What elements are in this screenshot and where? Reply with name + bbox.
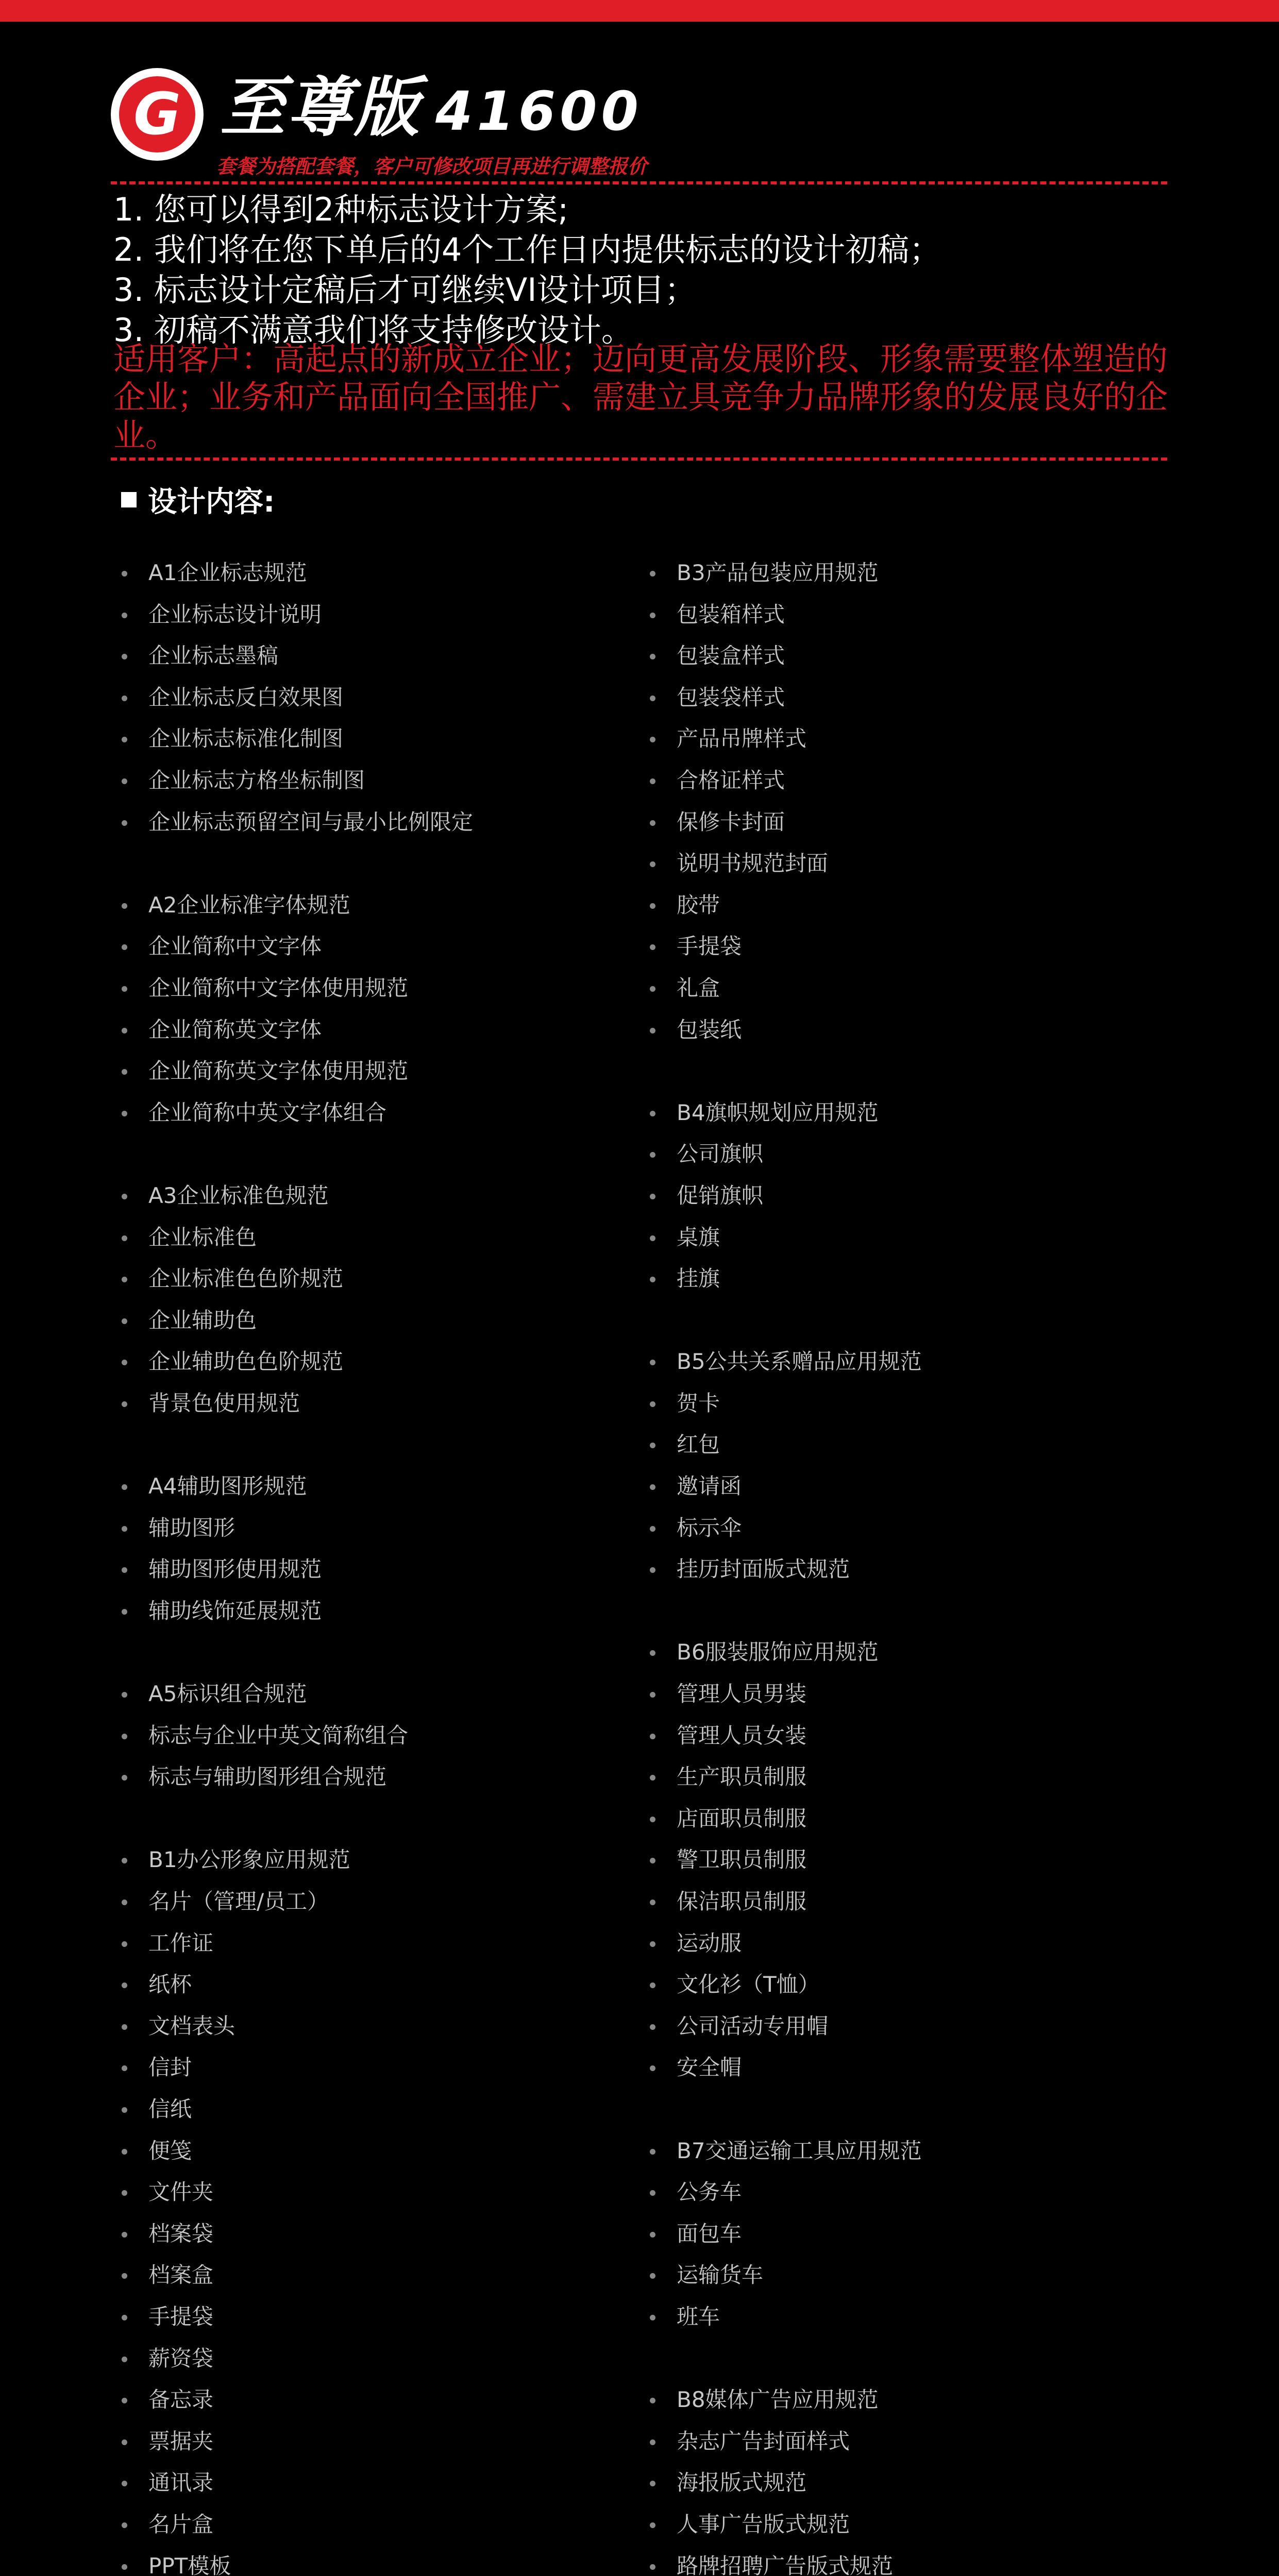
bullet-dot-icon [122,2522,127,2528]
bullet-dot-icon [650,2481,655,2486]
bullet-dot-icon [650,1817,655,1822]
bullet-dot-icon [122,1775,127,1781]
list-item-label: 店面职员制服 [677,1805,807,1831]
bullet-dot-icon [122,571,127,577]
bullet-dot-icon [650,903,655,909]
list-item-label: 纸杯 [148,1972,192,1997]
list-item [119,1341,473,1383]
list-item-label: 班车 [677,2303,720,2329]
list-item [119,1009,473,1051]
list-item-label: 辅助线饰延展规范 [148,1598,322,1623]
list-item [119,968,473,1009]
list-item [647,1009,922,1051]
list-item [119,760,473,802]
list-item [119,1923,473,1964]
bullet-dot-icon [650,1028,655,1033]
list-item [119,2089,473,2130]
list-item-label: 标志与企业中英文简称组合 [148,1722,409,1748]
list-item [647,1798,922,1840]
list-item-label: 包装箱样式 [677,601,785,627]
list-item-label: 贺卡 [677,1390,720,1416]
list-item-label: 文档表头 [148,2013,235,2039]
bullet-dot-icon [122,2481,127,2486]
list-item-label: 企业标志标准化制图 [148,726,344,752]
list-item-label: 企业标准色 [148,1224,257,1250]
list-item [647,843,922,885]
list-item-label: 挂历封面版式规范 [677,1556,850,1582]
bullet-dot-icon [122,778,127,784]
list-item [647,2296,922,2338]
bullet-dot-icon [650,1443,655,1448]
bullet-dot-icon [650,861,655,867]
list-item [647,1673,922,1715]
bullet-dot-icon [650,696,655,701]
list-item [647,635,922,677]
bullet-dot-icon [122,1401,127,1407]
header [111,63,1167,180]
list-item-label: 保洁职员制服 [677,1889,807,1914]
list-item-label: 企业简称中英文字体组合 [148,1099,387,1125]
bullet-dot-icon [122,2190,127,2196]
list-item-label: 警卫职员制服 [677,1847,807,1873]
bullet-dot-icon [122,2024,127,2030]
logo-letter: G [119,76,195,152]
list-item [647,1549,922,1590]
list-item [119,2421,473,2463]
bullet-dot-icon [650,1900,655,1905]
list-item [119,2504,473,2546]
list-item [119,1300,473,1342]
list-spacer [119,1632,473,1673]
list-item [119,1673,473,1715]
bullet-dot-icon [122,1941,127,1947]
package-price: 41600 [435,80,643,143]
bullet-dot-icon [122,1567,127,1573]
brand-logo [111,68,204,161]
list-item-label: 辅助图形使用规范 [148,1556,322,1582]
list-spacer [119,1133,473,1175]
bullet-dot-icon [122,2398,127,2403]
bullet-dot-icon [650,1152,655,1158]
list-item [119,2546,473,2576]
list-item-label: 面包车 [677,2221,742,2246]
bullet-dot-icon [650,1484,655,1490]
bullet-dot-icon [650,986,655,992]
list-item-label: B8媒体广告应用规范 [677,2387,879,2413]
list-item [647,926,922,968]
target-clients: 适用客户：高起点的新成立企业；迈向更高发展阶段、形象需要整体塑造的企业；业务和产品面向全国推广、需建立具竞争力品牌形象的发展良好的企业。 [113,340,1168,454]
list-item [647,2462,922,2504]
list-item-label: 路牌招聘广告版式规范 [677,2553,894,2576]
list-item [119,1466,473,1507]
list-spacer [119,843,473,885]
list-item-label: 票据夹 [148,2428,214,2454]
list-item [119,2462,473,2504]
list-item [647,1715,922,1757]
list-item [647,594,922,636]
list-item [647,2255,922,2296]
step-item: 1. 您可以得到2种标志设计方案; [113,191,569,228]
bullet-dot-icon [122,613,127,618]
list-item [119,1715,473,1757]
list-item-label: 管理人员男装 [677,1681,807,1707]
bullet-dot-icon [122,654,127,659]
list-item [119,1881,473,1923]
bullet-dot-icon [650,2522,655,2528]
package-title [220,72,643,144]
package-subtitle: 套餐为搭配套餐，客户可修改项目再进行调整报价 [216,155,648,178]
list-item [647,1466,922,1507]
list-spacer [647,1050,922,1092]
list-item-label: 海报版式规范 [677,2470,807,2496]
list-item-label: A2企业标准字体规范 [148,892,350,918]
square-bullet-icon [121,492,137,507]
list-item-label: 企业标志方格坐标制图 [148,767,365,793]
list-item-label: 标志与辅助图形组合规范 [148,1764,387,1790]
list-item-label: 挂旗 [677,1266,720,1292]
top-accent-bar [0,0,1279,22]
list-item-label: 工作证 [148,1930,214,1956]
list-item [119,635,473,677]
list-item [647,2379,922,2421]
bullet-dot-icon [122,2149,127,2155]
list-item [119,677,473,719]
list-item-label: 包装袋样式 [677,684,785,710]
list-item-label: B5公共关系赠品应用规范 [677,1349,922,1375]
bullet-dot-icon [650,2149,655,2155]
list-item [647,1258,922,1300]
list-item [647,1133,922,1175]
list-item-label: 通讯录 [148,2470,214,2496]
bullet-dot-icon [122,1194,127,1199]
bullet-dot-icon [650,654,655,659]
bullet-dot-icon [122,1235,127,1241]
list-item [647,1923,922,1964]
bullet-dot-icon [122,944,127,950]
list-item-label: 企业辅助色 [148,1307,257,1333]
bullet-dot-icon [122,2232,127,2238]
list-item-label: 企业简称中文字体使用规范 [148,975,409,1001]
list-item-label: 手提袋 [677,934,742,959]
bullet-dot-icon [650,1526,655,1532]
list-item [647,1839,922,1881]
list-item [119,1964,473,2006]
list-item-label: 管理人员女装 [677,1722,807,1748]
bullet-dot-icon [650,2024,655,2030]
list-item [647,2421,922,2463]
list-item [647,1217,922,1259]
list-item [647,885,922,926]
list-item [119,1175,473,1217]
list-item-label: A5标识组合规范 [148,1681,307,1707]
bullet-dot-icon [650,820,655,826]
list-item-label: 运动服 [677,1930,742,1956]
list-item [647,1881,922,1923]
list-item [647,2213,922,2255]
list-item-label: A3企业标准色规范 [148,1182,329,1208]
section-heading [121,479,275,520]
bullet-dot-icon [650,1277,655,1282]
bullet-dot-icon [122,1318,127,1324]
list-item [647,1175,922,1217]
list-item-label: 邀请函 [677,1473,742,1499]
divider-top [111,181,1167,184]
bullet-dot-icon [650,1235,655,1241]
list-item [119,2255,473,2296]
list-item-label: PPT模板 [148,2553,231,2576]
list-item [647,2504,922,2546]
list-item [647,1632,922,1673]
bullet-dot-icon [650,2315,655,2320]
list-item-label: 信封 [148,2055,192,2080]
list-item [647,677,922,719]
list-item-label: 企业简称中文字体 [148,934,322,959]
list-item [647,2047,922,2089]
list-item-label: A1企业标志规范 [148,560,307,585]
list-item-label: 桌旗 [677,1224,720,1250]
bullet-dot-icon [122,2315,127,2320]
bullet-dot-icon [650,1734,655,1739]
list-item [119,1217,473,1259]
list-item [119,2006,473,2047]
section-heading-text: 设计内容: [148,485,275,519]
list-item [119,926,473,968]
list-item-label: 生产职员制服 [677,1764,807,1790]
list-item [119,1756,473,1798]
list-item-label: B4旗帜规划应用规范 [677,1099,879,1125]
list-item-label: 企业标志设计说明 [148,601,322,627]
list-item [647,1507,922,1549]
list-item-label: 保修卡封面 [677,809,785,835]
bullet-dot-icon [122,2273,127,2279]
list-item [119,552,473,594]
list-item [119,2172,473,2213]
bullet-dot-icon [122,2439,127,2445]
list-item [119,2338,473,2380]
list-item-label: B6服装服饰应用规范 [677,1639,879,1665]
list-item-label: 企业简称英文字体使用规范 [148,1058,409,1084]
bullet-dot-icon [650,613,655,618]
list-item [647,718,922,760]
list-item-label: 背景色使用规范 [148,1390,300,1416]
list-item-label: 文化衫（T恤） [677,1972,820,1997]
list-item-label: 礼盒 [677,975,720,1001]
list-item-label: 运输货车 [677,2262,764,2288]
bullet-dot-icon [650,1194,655,1199]
bullet-dot-icon [122,820,127,826]
bullet-dot-icon [122,1111,127,1116]
list-item [647,1341,922,1383]
list-item [119,718,473,760]
list-spacer [647,1300,922,1342]
list-item-label: B7交通运输工具应用规范 [677,2138,922,2163]
list-spacer [119,1424,473,1466]
list-item [647,2546,922,2576]
bullet-dot-icon [650,571,655,577]
list-item [647,802,922,843]
list-item [119,1258,473,1300]
bullet-dot-icon [650,2190,655,2196]
list-item [119,1549,473,1590]
list-item [647,1424,922,1466]
list-spacer [647,2089,922,2130]
divider-bottom [111,457,1167,461]
list-item [647,2130,922,2172]
list-item-label: 企业辅助色色阶规范 [148,1349,344,1375]
list-item-label: 名片盒 [148,2511,214,2537]
list-item [119,1050,473,1092]
list-item-label: 企业标志预留空间与最小比例限定 [148,809,474,835]
bullet-dot-icon [650,1941,655,1947]
list-item-label: 便笺 [148,2138,192,2163]
list-spacer [647,2338,922,2380]
bullet-dot-icon [650,1567,655,1573]
bullet-dot-icon [650,737,655,742]
list-item-label: 名片（管理/员工） [148,1889,329,1914]
list-item-label: 企业简称英文字体 [148,1016,322,1042]
list-item-label: 标示伞 [677,1515,742,1540]
list-item-label: 档案盒 [148,2262,214,2288]
list-spacer [119,1798,473,1840]
list-item [119,885,473,926]
bullet-dot-icon [122,1069,127,1075]
list-item [119,802,473,843]
steps-list [113,190,1170,350]
bullet-dot-icon [650,2564,655,2570]
bullet-dot-icon [122,737,127,742]
bullet-dot-icon [122,1277,127,1282]
bullet-dot-icon [650,944,655,950]
list-item-label: 杂志广告封面样式 [677,2428,850,2454]
list-item-label: 公司旗帜 [677,1141,764,1167]
list-item [647,1756,922,1798]
list-item-label: 包装盒样式 [677,643,785,669]
bullet-dot-icon [122,1858,127,1863]
bullet-dot-icon [650,2398,655,2403]
list-item-label: 公务车 [677,2179,742,2205]
bullet-dot-icon [122,903,127,909]
bullet-dot-icon [122,2107,127,2113]
list-item-label: A4辅助图形规范 [148,1473,307,1499]
list-item-label: 红包 [677,1432,720,1458]
bullet-dot-icon [650,1775,655,1781]
list-item-label: 说明书规范封面 [677,851,829,876]
list-item [119,2047,473,2089]
list-item-label: 胶带 [677,892,720,918]
list-item-label: 合格证样式 [677,767,785,793]
list-item [119,1383,473,1425]
list-item [119,2130,473,2172]
bullet-dot-icon [122,1526,127,1532]
bullet-dot-icon [122,986,127,992]
list-item [647,968,922,1009]
list-spacer [647,1590,922,1632]
step-item: 2. 我们将在您下单后的4个工作日内提供标志的设计初稿； [113,231,941,268]
list-item [119,2213,473,2255]
bullet-dot-icon [650,1650,655,1656]
list-item-label: 企业标准色色阶规范 [148,1266,344,1292]
bullet-dot-icon [122,696,127,701]
bullet-dot-icon [650,1858,655,1863]
list-item [647,1092,922,1134]
bullet-dot-icon [650,1692,655,1698]
list-item [647,1383,922,1425]
list-item-label: 人事广告版式规范 [677,2511,850,2537]
list-item [647,2172,922,2213]
list-item [647,760,922,802]
list-item-label: 促销旗帜 [677,1182,764,1208]
step-item: 3. 初稿不满意我们将支持修改设计。 [113,311,633,349]
package-name: 至尊版 [220,70,421,145]
bullet-dot-icon [122,2065,127,2071]
list-item [119,1092,473,1134]
bullet-dot-icon [650,1401,655,1407]
list-item-label: 包装纸 [677,1016,742,1042]
bullet-dot-icon [122,1982,127,1988]
bullet-dot-icon [122,1360,127,1365]
bullet-dot-icon [650,1982,655,1988]
list-item [119,594,473,636]
list-item-label: B3产品包装应用规范 [677,560,879,585]
list-item-label: 产品吊牌样式 [677,726,807,752]
list-item [119,1590,473,1632]
bullet-dot-icon [650,2273,655,2279]
list-item [119,2379,473,2421]
design-items-left-column [119,552,473,2576]
bullet-dot-icon [122,2564,127,2570]
list-item [119,1507,473,1549]
list-item-label: B1办公形象应用规范 [148,1847,350,1873]
bullet-dot-icon [122,1609,127,1615]
bullet-dot-icon [122,1028,127,1033]
step-item: 3. 标志设计定稿后才可继续VI设计项目； [113,271,697,309]
bullet-dot-icon [122,1692,127,1698]
bullet-dot-icon [650,1111,655,1116]
list-item [119,1839,473,1881]
bullet-dot-icon [650,2232,655,2238]
list-item-label: 薪资袋 [148,2345,214,2371]
bullet-dot-icon [650,2439,655,2445]
bullet-dot-icon [650,2065,655,2071]
bullet-dot-icon [122,2357,127,2362]
design-items-right-column [647,552,922,2576]
list-item [647,2006,922,2047]
list-item-label: 手提袋 [148,2303,214,2329]
list-item-label: 文件夹 [148,2179,214,2205]
list-item [647,552,922,594]
list-item [647,1964,922,2006]
bullet-dot-icon [650,778,655,784]
list-item-label: 安全帽 [677,2055,742,2080]
list-item-label: 信纸 [148,2096,192,2122]
list-item-label: 档案袋 [148,2221,214,2246]
list-item-label: 辅助图形 [148,1515,235,1540]
bullet-dot-icon [122,1734,127,1739]
list-item-label: 公司活动专用帽 [677,2013,829,2039]
bullet-dot-icon [122,1900,127,1905]
bullet-dot-icon [650,1360,655,1365]
list-item-label: 企业标志反白效果图 [148,684,344,710]
list-item-label: 备忘录 [148,2387,214,2413]
list-item-label: 企业标志墨稿 [148,643,279,669]
bullet-dot-icon [122,1484,127,1490]
list-item [119,2296,473,2338]
